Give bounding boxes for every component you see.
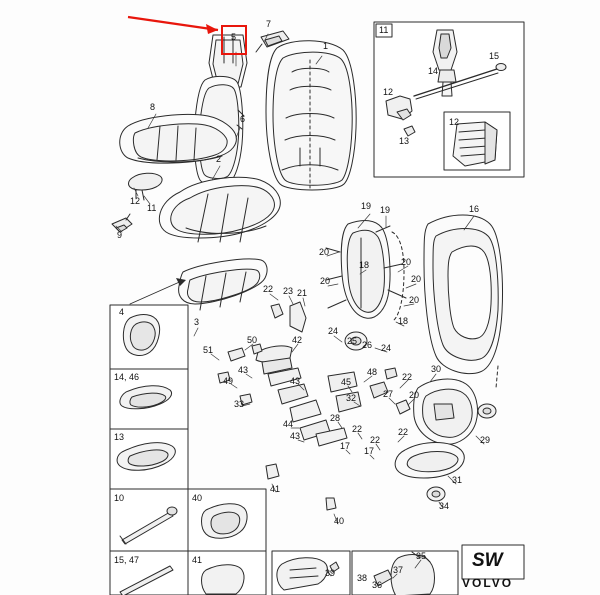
callout-41-a: 41 bbox=[270, 484, 281, 494]
callout-24-a: 24 bbox=[328, 326, 339, 336]
callout-2: 2 bbox=[216, 154, 222, 164]
callout-17-b: 17 bbox=[364, 446, 375, 456]
callout-36: 36 bbox=[372, 580, 383, 590]
box-label-12: 12 bbox=[449, 117, 460, 127]
callout-22-c: 22 bbox=[352, 424, 363, 434]
callout-7: 7 bbox=[266, 19, 272, 29]
callout-44: 44 bbox=[283, 419, 294, 429]
callout-20-c: 20 bbox=[320, 276, 331, 286]
callout-34: 34 bbox=[439, 501, 450, 511]
callout-12-b: 12 bbox=[130, 196, 141, 206]
callout-28: 28 bbox=[330, 413, 341, 423]
callout-37: 37 bbox=[393, 565, 404, 575]
box-label-10: 10 bbox=[114, 493, 125, 503]
box-label-11: 11 bbox=[379, 25, 389, 35]
callout-1: 1 bbox=[323, 41, 329, 51]
callout-42: 42 bbox=[292, 335, 303, 345]
box-label-41: 41 bbox=[192, 555, 203, 565]
callout-48: 48 bbox=[367, 367, 378, 377]
sw-market-label: SW bbox=[472, 550, 503, 571]
callout-22-e: 22 bbox=[398, 427, 409, 437]
box-label-15-47: 15, 47 bbox=[114, 555, 140, 565]
callout-35: 35 bbox=[416, 551, 427, 561]
callout-19-b: 19 bbox=[380, 205, 391, 215]
callout-13-a: 13 bbox=[399, 136, 410, 146]
callout-22-b: 22 bbox=[402, 372, 413, 382]
box-label-40: 40 bbox=[192, 493, 203, 503]
callout-30: 30 bbox=[431, 364, 442, 374]
callout-31: 31 bbox=[452, 475, 463, 485]
callout-12-a: 12 bbox=[383, 87, 394, 97]
callout-9: 9 bbox=[117, 230, 123, 240]
box-label-13: 13 bbox=[114, 432, 125, 442]
volvo-wordmark: VOLVO bbox=[462, 576, 514, 590]
callout-29: 29 bbox=[480, 435, 491, 445]
callout-24-b: 24 bbox=[381, 343, 392, 353]
callout-20-b: 20 bbox=[401, 257, 412, 267]
callout-49: 49 bbox=[223, 376, 234, 386]
callout-43-a: 43 bbox=[238, 365, 249, 375]
callout-3: 3 bbox=[194, 317, 200, 327]
callout-19-a: 19 bbox=[361, 201, 372, 211]
callout-22-a: 22 bbox=[263, 284, 274, 294]
callout-5: 5 bbox=[231, 32, 237, 42]
callout-27: 27 bbox=[383, 389, 394, 399]
callout-20-a: 20 bbox=[319, 247, 330, 257]
callout-50: 50 bbox=[247, 335, 258, 345]
callout-11-b: 11 bbox=[147, 203, 157, 213]
callout-17-a: 17 bbox=[340, 441, 351, 451]
callout-43-c: 43 bbox=[290, 431, 301, 441]
callout-6: 6 bbox=[240, 114, 246, 124]
callout-16: 16 bbox=[469, 204, 480, 214]
callout-32: 32 bbox=[346, 393, 357, 403]
callout-21: 21 bbox=[297, 288, 308, 298]
callout-8: 8 bbox=[150, 102, 156, 112]
callout-20-d: 20 bbox=[411, 274, 422, 284]
callout-33: 33 bbox=[234, 399, 245, 409]
callout-38: 38 bbox=[357, 573, 368, 583]
callout-43-b: 43 bbox=[290, 376, 301, 386]
callout-26: 26 bbox=[362, 340, 373, 350]
callout-22-d: 22 bbox=[370, 435, 381, 445]
callout-39: 39 bbox=[325, 568, 336, 578]
callout-18-b: 18 bbox=[398, 316, 409, 326]
callout-40-a: 40 bbox=[334, 516, 345, 526]
callout-51: 51 bbox=[203, 345, 214, 355]
box-label-4: 4 bbox=[119, 307, 125, 317]
callout-45: 45 bbox=[341, 377, 352, 387]
callout-15: 15 bbox=[489, 51, 500, 61]
callout-25: 25 bbox=[347, 336, 358, 346]
box-label-14-46: 14, 46 bbox=[114, 372, 140, 382]
callout-23: 23 bbox=[283, 286, 294, 296]
callout-14: 14 bbox=[428, 66, 439, 76]
callout-20-f: 20 bbox=[409, 390, 420, 400]
callout-20-e: 20 bbox=[409, 295, 420, 305]
callout-18-a: 18 bbox=[359, 260, 370, 270]
